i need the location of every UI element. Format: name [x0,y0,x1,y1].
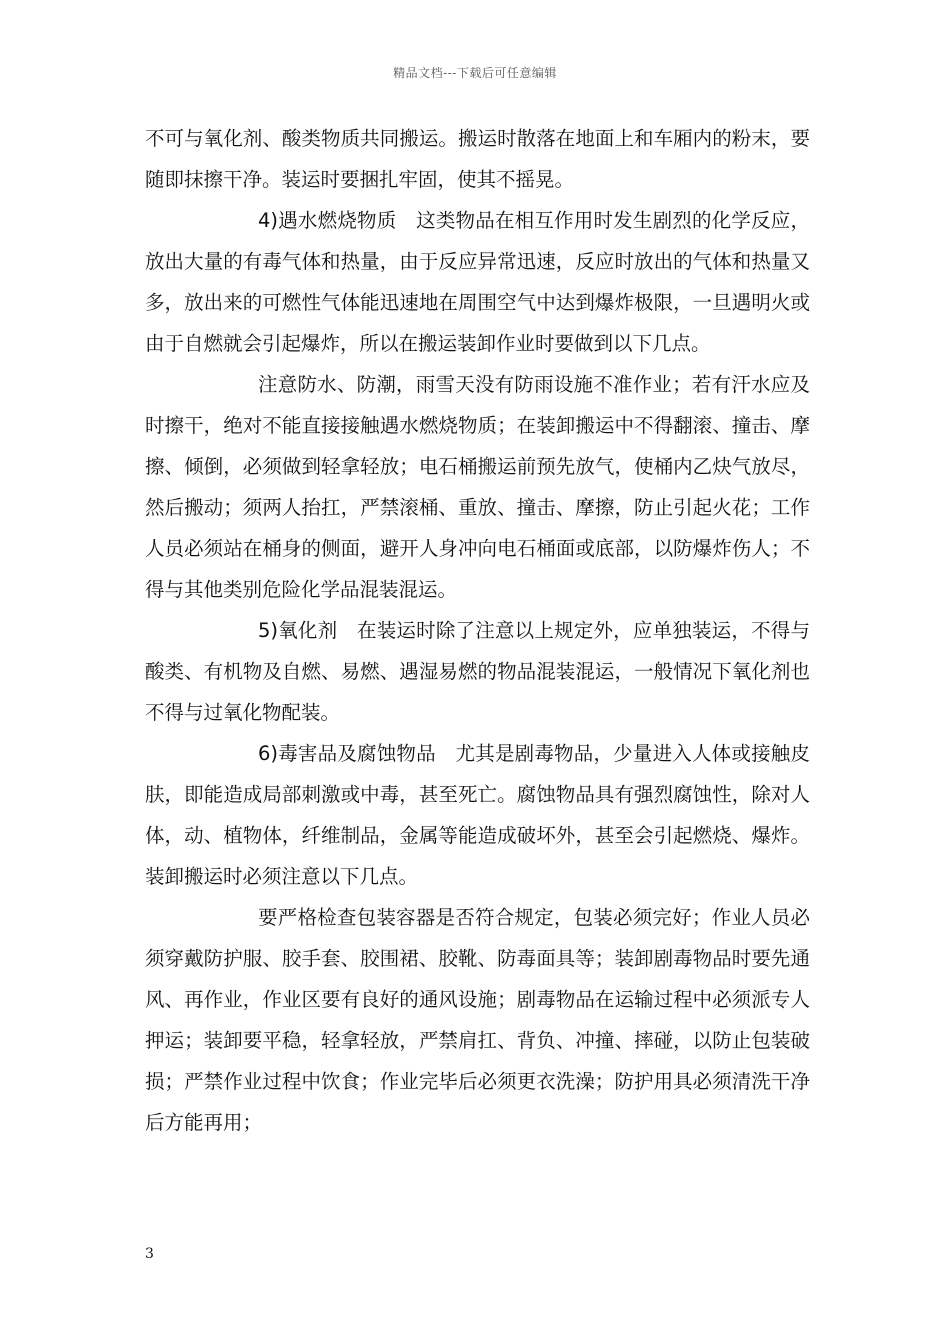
paragraph: 4)遇水燃烧物质 这类物品在相互作用时发生剧烈的化学反应，放出大量的有毒气体和热量，由于反应异常迅速，反应时放出的气体和热量又多，放出来的可燃性气体能迅速地在周围空气中达到爆炸极限，一旦遇明火或由于自燃就会引起爆炸，所以在搬运装卸作业时要做到以下几点。 [145,209,810,355]
paragraph: 注意防水、防潮，雨雪天没有防雨设施不准作业；若有汗水应及时擦干，绝对不能直接接触遇水燃烧物质；在装卸搬运中不得翻滚、撞击、摩擦、倾倒，必须做到轻拿轻放；电石桶搬运前预先放气，使桶内乙炔气放尽，然后搬动；须两人抬扛，严禁滚桶、重放、撞击、摩擦，防止引起火花；工作人员必须站在桶身的侧面，避开人身冲向电石桶面或底部，以防爆炸伤人；不得与其他类别危险化学品混装混运。 [145,373,810,601]
page-header: 精品文档---下载后可任意编辑 [393,66,557,80]
paragraph: 不可与氧化剂、酸类物质共同搬运。搬运时散落在地面上和车厢内的粉末，要随即抹擦干净。装运时要捆扎牢固，使其不摇晃。 [145,127,810,191]
paragraph: 要严格检查包装容器是否符合规定，包装必须完好；作业人员必须穿戴防护服、胶手套、胶围裙、胶靴、防毒面具等；装卸剧毒物品时要先通风、再作业，作业区要有良好的通风设施；剧毒物品在运输过程中必须派专人押运；装卸要平稳，轻拿轻放，严禁肩扛、背负、冲撞、摔碰，以防止包装破损；严禁作业过程中饮食；作业完毕后必须更衣洗澡；防护用具必须清洗干净后方能再用； [145,906,810,1134]
page-number: 3 [145,1246,154,1262]
body-text [145,118,810,1143]
paragraph: 6)毒害品及腐蚀物品 尤其是剧毒物品，少量进入人体或接触皮肤，即能造成局部刺激或中毒，甚至死亡。腐蚀物品具有强烈腐蚀性，除对人体，动、植物体，纤维制品，金属等能造成破坏外，甚至会引起燃烧、爆炸。装卸搬运时必须注意以下几点。 [145,742,810,888]
paragraph: 5)氧化剂 在装运时除了注意以上规定外，应单独装运，不得与酸类、有机物及自燃、易燃、遇湿易燃的物品混装混运，一般情况下氧化剂也不得与过氧化物配装。 [145,619,810,724]
